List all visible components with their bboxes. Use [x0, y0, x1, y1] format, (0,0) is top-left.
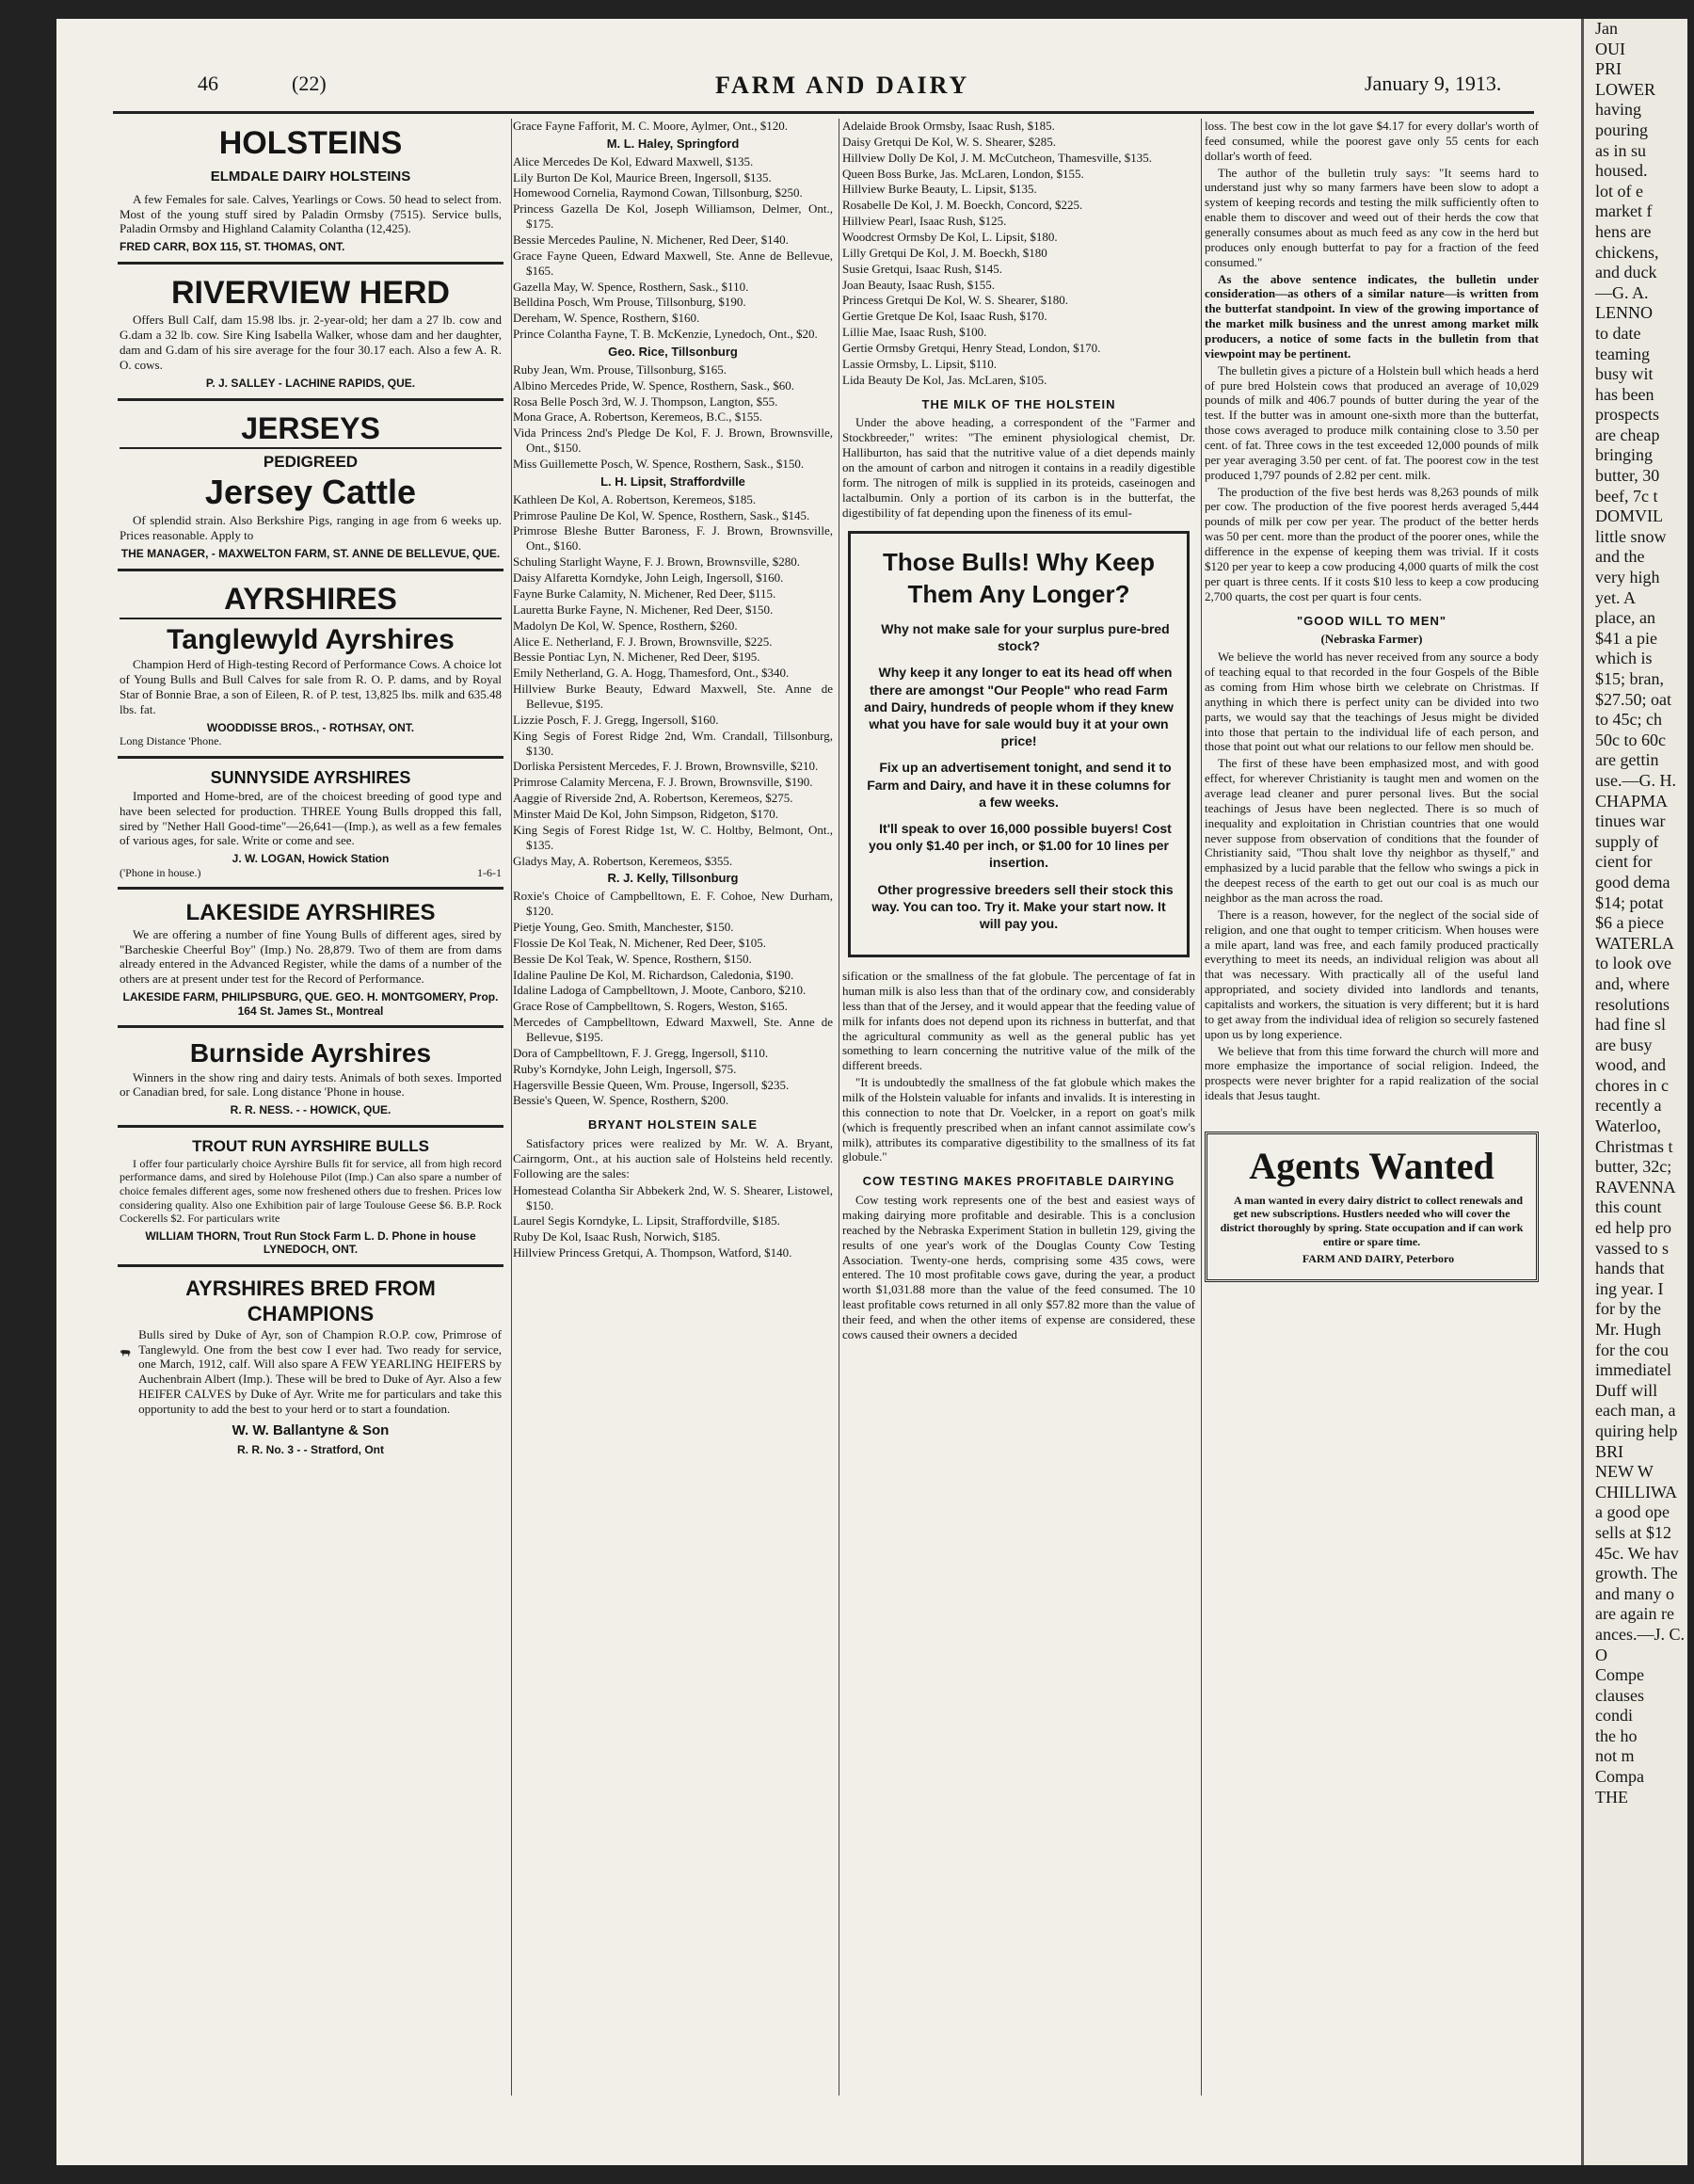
ad-title: RIVERVIEW HERD: [171, 274, 450, 311]
sale-entry: Daisy Alfaretta Korndyke, John Leigh, Ingersoll, $160.: [513, 570, 784, 586]
strip-line: 45c. We hav: [1595, 1543, 1679, 1563]
page-number: 46: [198, 72, 218, 95]
sale-entry: Joan Beauty, Isaac Rush, $155.: [842, 277, 995, 292]
sale-entry: Grace Fayne Queen, Edward Maxwell, Ste. Anne de Bellevue, $165.: [513, 248, 833, 278]
ad-text: Champion Herd of High-testing Record of Performance Cows. A choice lot of Young Bulls and Bull Calves for sale from R. O. P. dams, and by Royal Star of Bonnie Brae, a son of Eileen, R. of P. test, 13,825 lbs. milk and 635.48 lbs. fat.: [120, 657, 502, 716]
strip-line: WATERLA: [1595, 933, 1674, 953]
strip-line: $14; potat: [1595, 892, 1664, 912]
seller-heading: M. L. Haley, Springford: [606, 136, 740, 151]
strip-line: use.—G. H.: [1595, 770, 1676, 790]
strip-line: hands that: [1595, 1259, 1665, 1278]
strip-line: and many o: [1595, 1583, 1674, 1603]
sale-entry: Alice E. Netherland, F. J. Brown, Brownsville, $225.: [513, 634, 773, 649]
strip-line: to look ove: [1595, 954, 1671, 973]
strip-line: the ho: [1595, 1726, 1638, 1745]
sale-entry: Hillview Princess Gretqui, A. Thompson, Watford, $140.: [513, 1245, 792, 1261]
ad-address: WILLIAM THORN, Trout Run Stock Farm L. D. Phone in house LYNEDOCH, ONT.: [145, 1228, 476, 1257]
strip-line: having: [1595, 100, 1641, 120]
sale-entry: Bessie's Queen, W. Spence, Rosthern, $200.: [513, 1093, 729, 1108]
strip-line: BRI: [1595, 1441, 1624, 1461]
champions-ad: [118, 1271, 503, 1465]
sale-entry: Queen Boss Burke, Jas. McLaren, London, $155.: [842, 166, 1084, 181]
ad-address: P. J. SALLEY - LACHINE RAPIDS, QUE.: [205, 376, 416, 390]
sale-entry: Rosa Belle Posch 3rd, W. J. Thompson, Langton, $55.: [513, 393, 778, 409]
strip-line: prospects: [1595, 405, 1659, 425]
strip-line: are gettin: [1595, 750, 1659, 770]
riverview-ad: [118, 268, 503, 401]
sale-entry: Lily Burton De Kol, Maurice Breen, Ingersoll, $135.: [513, 169, 772, 185]
ad-phone-row: [120, 866, 502, 880]
strip-line: yet. A: [1595, 587, 1636, 607]
lakeside-ad: [118, 893, 503, 1028]
sale-entry: Bessie De Kol Teak, W. Spence, Rosthern, $150.: [513, 951, 752, 966]
article-text: We believe the world has never received from any source a body of teaching equal to that recorded in the four Gospels of the Bible as coming from Him whose birth we celebrate on Christmas. If anything in which there is perfect unity can be divided into two parts, we would say that the teachings of Jesus might be divided into those that pertain to the individual life of each person, and those that point out what our relations to our fellow men should be.: [1205, 650, 1539, 754]
strip-line: clauses: [1595, 1685, 1644, 1705]
strip-line: place, an: [1595, 608, 1655, 628]
sale-entry: Grace Fayne Fafforit, M. C. Moore, Aylmer, Ont., $120.: [513, 119, 788, 133]
sale-entry: Lassie Ormsby, L. Lipsit, $110.: [842, 356, 998, 371]
strip-line: to 45c; ch: [1595, 710, 1662, 730]
strip-line: —G. A.: [1595, 282, 1649, 302]
strip-line: PRI: [1595, 59, 1622, 79]
strip-line: has been: [1595, 384, 1654, 404]
ad-text: A man wanted in every dairy district to collect renewals and get new subscriptions. Hustlers needed who will cover the district thoroughly by spring. State occupation and if can work entire or spare time.: [1220, 1193, 1524, 1248]
sale-entry: Bessie Pontiac Lyn, N. Michener, Red Deer, $195.: [513, 650, 760, 665]
sale-entry: Gertie Gretque De Kol, Isaac Rush, $170.: [842, 309, 1047, 324]
sale-entry: Susie Gretqui, Isaac Rush, $145.: [842, 261, 1003, 276]
sale-entry: Idaline Pauline De Kol, M. Richardson, Caledonia, $190.: [513, 967, 794, 982]
strip-line: not m: [1595, 1746, 1635, 1766]
ad-body: [120, 1327, 502, 1419]
ad-address: J. W. LOGAN, Howick Station: [232, 852, 390, 866]
sale-entry: Hillview Burke Beauty, L. Lipsit, $135.: [842, 182, 1037, 197]
sale-entry: Alice Mercedes De Kol, Edward Maxwell, $135.: [513, 153, 754, 169]
article-text: Satisfactory prices were realized by Mr. W. A. Bryant, Cairngorm, Ont., at his auction sale of Holsteins held recently. Following are the sales:: [513, 1136, 833, 1180]
strip-line: pouring: [1595, 120, 1648, 139]
strip-line: ances.—J. C.: [1595, 1624, 1685, 1644]
sale-entry: Woodcrest Ormsby De Kol, L. Lipsit, $180.: [842, 230, 1058, 245]
column-4-articles: [1205, 119, 1539, 2096]
strip-line: each man, a: [1595, 1401, 1676, 1421]
strip-line: immediatel: [1595, 1360, 1671, 1380]
trout-run-ad: [118, 1132, 503, 1267]
sale-entry: King Segis of Forest Ridge 1st, W. C. Holtby, Belmont, Ont., $135.: [513, 822, 833, 852]
seller-heading: R. J. Kelly, Tillsonburg: [607, 871, 739, 886]
sale-entry: Aaggie of Riverside 2nd, A. Robertson, Keremeos, $275.: [513, 791, 793, 806]
sale-entry: Lauretta Burke Fayne, N. Michener, Red Deer, $150.: [513, 602, 774, 617]
issue-number: (22): [292, 72, 327, 95]
ad-title: Tanglewyld Ayrshires: [167, 623, 455, 655]
ad-phone: ('Phone in house.): [120, 865, 201, 879]
strip-line: teaming: [1595, 344, 1650, 363]
strip-line: Christmas t: [1595, 1136, 1673, 1156]
ad-subtitle: PEDIGREED: [263, 452, 359, 471]
strip-line: wood, and: [1595, 1055, 1666, 1075]
ad-code: 1-6-1: [477, 865, 502, 879]
sale-entry: Hagersville Bessie Queen, Wm. Prouse, Ingersoll, $235.: [513, 1077, 790, 1092]
strip-line: condi: [1595, 1706, 1633, 1726]
sale-entry: Ruby De Kol, Isaac Rush, Norwich, $185.: [513, 1229, 721, 1245]
strip-line: a good ope: [1595, 1502, 1670, 1522]
strip-line: good dema: [1595, 872, 1670, 891]
strip-line: vassed to s: [1595, 1238, 1669, 1258]
ad-text: We are offering a number of fine Young Bulls of different ages, sired by "Barcheskie Cheerful Boy" (Imp.) No. 28,879. Two of them are from dams already entered in the Advanced Register, while the dams of a number of the others are at present under test for the Record of Performance.: [120, 926, 502, 987]
sale-entry: Pietje Young, Geo. Smith, Manchester, $150.: [513, 919, 734, 934]
sale-entry: Vida Princess 2nd's Pledge De Kol, F. J. Brown, Brownsville, Ont., $150.: [513, 426, 833, 456]
article-text: The production of the five best herds was 8,263 pounds of milk per cow. The production of the five poorest herds averaged 5,444 pounds of milk per cow per year. The product of the better herds was 50 per cent. more than the product of the poorer ones, while the difference in the expense of keeping them was trivial. If it costs $120 per year to keep a cow producing 4,000 quarts of milk the cost per quart is three cents. If it costs $10 less to keep a cow producing 2,700 quarts, the cost per quart is four cents.: [1205, 484, 1539, 603]
ad-text: Of splendid strain. Also Berkshire Pigs, ranging in age from 6 weeks up. Prices reasonable. Apply to: [120, 513, 502, 543]
sale-entry: Primrose Bleshe Butter Baroness, F. J. Brown, Brownsville, Ont., $160.: [513, 523, 833, 554]
strip-line: which is: [1595, 649, 1653, 668]
promo-title: Those Bulls! Why Keep Them Any Longer?: [883, 548, 1155, 609]
ad-text: A few Females for sale. Calves, Yearlings or Cows. 50 head to select from. Most of the young stuff sired by Paladin Ormsby (7515). Service bulls, Paladin Ormsby and Highland Calamity Colantha (12,425).: [120, 191, 502, 236]
strip-line: ing year. I: [1595, 1278, 1664, 1298]
ad-address: THE MANAGER, - MAXWELTON FARM, ST. ANNE DE BELLEVUE, QUE.: [120, 546, 501, 560]
ad-address: FRED CARR, BOX 115, ST. THOMAS, ONT.: [120, 240, 345, 254]
ad-title: LAKESIDE AYRSHIRES: [185, 900, 436, 926]
strip-line: chickens,: [1595, 242, 1659, 262]
sale-entry: Homestead Colantha Sir Abbekerk 2nd, W. S. Shearer, Listowel, $150.: [513, 1182, 833, 1212]
promo-text: Why keep it any longer to eat its head off when there are amongst "Our People" who read Farm and Dairy, hundreds of people whom if they knew what you have for sale would buy it at your own price!: [864, 665, 1174, 749]
strip-line: CHILLIWA: [1595, 1482, 1677, 1502]
sale-entry: Albino Mercedes Pride, W. Spence, Rosthern, Sask., $60.: [513, 377, 794, 393]
strip-line: THE: [1595, 1787, 1628, 1807]
ad-address: LAKESIDE FARM, PHILIPSBURG, QUE. GEO. H. MONTGOMERY, Prop. 164 St. James St., Montreal: [122, 990, 499, 1018]
sale-entry: Mercedes of Campbelltown, Edward Maxwell, Ste. Anne de Bellevue, $195.: [513, 1015, 833, 1044]
ad-text: Imported and Home-bred, are of the choicest breeding of good type and have been selected for production. THREE Young Bulls dropped this fall, sired by "Nether Hall Good-time"—26,641—(Imp.), as well as a few females of various ages, for sale. Write or come and see.: [120, 788, 502, 848]
strip-line: chores in c: [1595, 1075, 1669, 1095]
sale-entry: Flossie De Kol Teak, N. Michener, Red Deer, $105.: [513, 935, 766, 950]
strip-line: ed help pro: [1595, 1218, 1671, 1238]
section-title-jerseys: JERSEYS: [120, 410, 502, 449]
bulls-promo-box: [848, 531, 1190, 957]
article-text: We believe that from this time forward the church will more and more emphasize the importance of social religion. Indeed, the prospects were never brighter for a rapid realization of the social ideals that Jesus taught.: [1205, 1043, 1539, 1103]
article-text: Under the above heading, a correspondent of the "Farmer and Stockbreeder," writes: "The eminent physiological chemist, Dr. Halliburton, has said that the nutritive value of a diet depends mainly on the amount of carbon and nitrogen it contains in a readily digestible form. The nitrogen of milk is supplied in its proteids, caseinogen and lactalbumin. Only a portion of its carbon is in the butterfat, the digestibility of fat depending upon the fineness of its emul-: [842, 415, 1195, 520]
ad-title: ELMDALE DAIRY HOLSTEINS: [210, 169, 411, 185]
strip-line: and the: [1595, 547, 1645, 567]
strip-line: are cheap: [1595, 425, 1660, 444]
strip-line: housed.: [1595, 161, 1648, 181]
issue-date: January 9, 1913.: [1365, 72, 1502, 95]
strip-line: little snow: [1595, 526, 1667, 546]
sale-entry: Prince Colantha Fayne, T. B. McKenzie, Lynedoch, Ont., $20.: [513, 327, 818, 342]
cow-icon: [120, 1327, 131, 1378]
sale-entry: Ruby Jean, Wm. Prouse, Tillsonburg, $165.: [513, 361, 727, 377]
sale-entry: Lizzie Posch, F. J. Gregg, Ingersoll, $160.: [513, 712, 719, 727]
sale-entry: Hillview Pearl, Isaac Rush, $125.: [842, 214, 1007, 229]
ad-text: Bulls sired by Duke of Ayr, son of Champion R.O.P. cow, Primrose of Tanglewyld. One from the best cow I ever had. Two ready for service, one March, 1912, calf. Will also spare A FEW YEARLING HEIFERS by Auchenbrain Albert (Imp.). These will be bred to Duke of Ayr. Also a few HEIFER CALVES by Duke of Ayr. Write me for particulars and take this opportunity to add the best to your herd or to start a foundation.: [138, 1326, 502, 1416]
ad-title: AYRSHIRES BRED FROM CHAMPIONS: [185, 1277, 436, 1325]
sale-entry: Mona Grace, A. Robertson, Keremeos, B.C., $155.: [513, 410, 763, 425]
article-text: The bulletin gives a picture of a Holstein bull which heads a herd of pure bred Holstein cows that produced an average of 10,029 pounds of milk and 406.7 pounds of butter during the year of the test. If the butter was in amount one-sixth more than the butterfat, those cows averaged to produce milk containing close to 3.50 per cent. of fat. Three cows in the test exceeded 12,000 pounds of milk per year averaging 3.50 per cent. of fat. The poorest cow in the test produced 1,797 pounds of 2.82 per cent. milk.: [1205, 362, 1539, 482]
ad-title: Jersey Cattle: [204, 473, 417, 512]
sale-entry: Rosabelle De Kol, J. M. Boeckh, Concord, $225.: [842, 198, 1083, 213]
sale-entry: Emily Netherland, G. A. Hogg, Thamesford, Ont., $340.: [513, 666, 790, 681]
strip-line: Jan: [1595, 19, 1618, 38]
sale-entry: Adelaide Brook Ormsby, Isaac Rush, $185.: [842, 119, 1055, 133]
sale-entry: Gazella May, W. Spence, Rosthern, Sask., $110.: [513, 279, 749, 294]
strip-line: Compa: [1595, 1767, 1644, 1787]
column-1-ads: [118, 119, 512, 2096]
sale-entry: Lilly Gretqui De Kol, J. M. Boeckh, $180: [842, 245, 1047, 260]
strip-line: hens are: [1595, 221, 1652, 241]
strip-line: tinues war: [1595, 811, 1666, 831]
ad-title: SUNNYSIDE AYRSHIRES: [210, 767, 411, 787]
sale-entry: Primrose Calamity Mercena, F. J. Brown, Brownsville, $190.: [513, 775, 813, 790]
strip-line: busy wit: [1595, 364, 1654, 384]
column-2-sales: [513, 119, 839, 2096]
tanglewyld-ad: [118, 575, 503, 759]
ad-address: W. W. Ballantyne & Son: [232, 1421, 390, 1438]
sale-entry: Kathleen De Kol, A. Robertson, Keremeos, $185.: [513, 491, 757, 506]
promo-text: Why not make sale for your surplus pure-bred stock?: [881, 621, 1170, 654]
strip-line: bringing: [1595, 445, 1653, 465]
strip-line: butter, 32c;: [1595, 1157, 1672, 1177]
section-title-holsteins: HOLSTEINS: [218, 125, 403, 161]
ad-text: I offer four particularly choice Ayrshire Bulls fit for service, all from high record performance dams, and sired by Holehouse Pilot (Imp.) Can also spare a number of choice females different ages, some now freshened others due to freshen. Prices low considering quality. Also one Exhibition pair of large Toulouse Geese $6. B.P. Rock Cockerells $2. For particulars write: [120, 1156, 502, 1226]
sale-entry: Primrose Pauline De Kol, W. Spence, Rosthern, Sask., $145.: [513, 507, 810, 522]
strip-line: Duff will: [1595, 1380, 1658, 1400]
sale-entry: Gertie Ormsby Gretqui, Henry Stead, London, $170.: [842, 341, 1101, 356]
promo-text: It'll speak to over 16,000 possible buyers! Cost you only $1.40 per inch, or $1.00 for 10 lines per insertion.: [868, 820, 1172, 871]
article-title: "GOOD WILL TO MEN": [1296, 613, 1447, 628]
sale-entry: Gladys May, A. Robertson, Keremeos, $355.: [513, 853, 733, 868]
ad-address: WOODDISSE BROS., - ROTHSAY, ONT.: [206, 720, 415, 734]
strip-line: this count: [1595, 1197, 1662, 1217]
sale-entry: Dereham, W. Spence, Rosthern, $160.: [513, 311, 700, 326]
strip-line: resolutions: [1595, 994, 1670, 1014]
sale-entry: Laurel Segis Korndyke, L. Lipsit, Straffordville, $185.: [513, 1213, 780, 1228]
article-text: There is a reason, however, for the neglect of the social side of religion, and one that ought to temper criticism. When houses were a mile apart, land was free, and each family produced practically everything to meet its needs, an individual religion was about all that was necessary. With practically all of the useful land appropriated, and society divided into landlords and tenants, capitalists and workers, the situation is very different; but it is hard to get away from the individual idea of religion so securely fastened upon us by long experience.: [1205, 907, 1539, 1041]
sale-entry: Dora of Campbelltown, F. J. Gregg, Ingersoll, $110.: [513, 1045, 769, 1060]
masthead: FARM AND DAIRY: [715, 72, 970, 99]
article-text: As the above sentence indicates, the bulletin under consideration—as others of a similar nature—is written from the butterfat standpoint. In view of the growing importance of the market milk business and the unrest among market milk producers, a notice of some facts in the bulletin from that viewpoint may be pertinent.: [1205, 271, 1539, 361]
ad-text: Winners in the show ring and dairy tests. Animals of both sexes. Imported or Canadian bred, for sale. Long distance 'Phone in house.: [120, 1069, 502, 1100]
strip-line: NEW W: [1595, 1462, 1654, 1482]
strip-line: $27.50; oat: [1595, 689, 1671, 709]
strip-line: quiring help: [1595, 1421, 1678, 1440]
sale-entry: Fayne Burke Calamity, N. Michener, Red Deer, $115.: [513, 586, 776, 601]
sale-entry: Lida Beauty De Kol, Jas. McLaren, $105.: [842, 372, 1047, 387]
elmdale-ad: [118, 119, 503, 265]
strip-line: Compe: [1595, 1665, 1644, 1685]
strip-line: Mr. Hugh: [1595, 1320, 1662, 1339]
sale-entry: Madolyn De Kol, W. Spence, Rosthern, $260.: [513, 618, 738, 633]
sunnyside-ad: [118, 763, 503, 891]
strip-line: beef, 7c t: [1595, 486, 1658, 506]
strip-line: are busy: [1595, 1035, 1653, 1054]
ad-address: R. R. NESS. - - HOWICK, QUE.: [230, 1103, 392, 1117]
strip-line: recently a: [1595, 1096, 1662, 1116]
strip-line: LENNO: [1595, 303, 1653, 323]
strip-line: $15; bran,: [1595, 669, 1664, 688]
strip-line: RAVENNA: [1595, 1177, 1676, 1196]
article-subtitle: (Nebraska Farmer): [1320, 632, 1423, 647]
sale-entry: Roxie's Choice of Campbelltown, E. F. Cohoe, New Durham, $120.: [513, 889, 833, 919]
burnside-ad: [118, 1032, 503, 1128]
sale-entry: Hillview Dolly De Kol, J. M. McCutcheon, Thamesville, $135.: [842, 150, 1153, 165]
article-text: Cow testing work represents one of the best and easiest ways of making dairying more profitable and desirable. This is a conclusion reached by the Nebraska Experiment Station in bulletin 129, giving the results of one year's work of the Douglas County Cow Testing Association. Twenty-one herds, comprising some 435 cows, were entered. The 10 most profitable cows gave, during the year, a product worth $1,031.88 more than the value of the feed consumed. The 10 least profitable cows returned in all only $57.82 more than the value of their feed, and when the other items of expense are considered, these cows caused their owners a decided: [842, 1193, 1195, 1341]
sale-entry: Lillie Mae, Isaac Rush, $100.: [842, 325, 987, 340]
sale-entry: Idaline Ladoga of Campbelltown, J. Moote, Canboro, $210.: [513, 983, 807, 998]
ad-address-2: R. R. No. 3 - - Stratford, Ont: [237, 1443, 384, 1457]
promo-text: Other progressive breeders sell their stock this way. You can too. Try it. Make your start now. It will pay you.: [871, 881, 1174, 931]
strip-line: very high: [1595, 568, 1660, 587]
strip-line: had fine sl: [1595, 1015, 1666, 1035]
strip-line: sells at $12: [1595, 1522, 1671, 1542]
strip-line: butter, 30: [1595, 466, 1660, 486]
sale-entry: Ruby's Korndyke, John Leigh, Ingersoll, $75.: [513, 1061, 737, 1076]
strip-line: CHAPMA: [1595, 791, 1669, 811]
strip-line: as in su: [1595, 140, 1646, 160]
sale-entry: Grace Rose of Campbelltown, S. Rogers, Weston, $165.: [513, 999, 788, 1014]
article-title: BRYANT HOLSTEIN SALE: [587, 1117, 759, 1132]
seller-heading: L. H. Lipsit, Straffordville: [600, 474, 745, 489]
article-text: "It is undoubtedly the smallness of the fat globule which makes the milk of the Holstein valuable for infants and invalids. It is interesting in this connection to note that Dr. Voelcker, in a report on goat's milk (which is frequently prescribed when an infant cannot assimilate cow's milk), attributes its comparative digestibility to the smallness of its fat globule.": [842, 1075, 1195, 1164]
promo-text: Fix up an advertisement tonight, and send it to Farm and Dairy, and have it in these columns for a few weeks.: [867, 760, 1172, 810]
sale-entry: Daisy Gretqui De Kol, W. S. Shearer, $285.: [842, 134, 1056, 149]
strip-line: to date: [1595, 323, 1641, 343]
strip-line: and duck: [1595, 263, 1657, 282]
strip-line: market f: [1595, 201, 1653, 221]
strip-line: 50c to 60c: [1595, 730, 1666, 749]
article-text: loss. The best cow in the lot gave $4.17 for every dollar's worth of feed consumed, while the poorest gave only 55 cents for each dollar's worth of feed.: [1205, 119, 1539, 163]
ad-title: TROUT RUN AYRSHIRE BULLS: [192, 1136, 429, 1155]
article-text: sification or the smallness of the fat globule. The percentage of fat in human milk is also less than that of the ordinary cow, and considerably less than that of the Jersey, and it would appear that the feeding value of milk for infants does not depend upon its richness in butterfat, and that the agricultural community as well as the general public has yet something to learn concerning the nutritive value of the milk of the different breeds.: [842, 969, 1195, 1073]
strip-line: are again re: [1595, 1604, 1674, 1624]
sale-entry: Princess Gretqui De Kol, W. S. Shearer, $180.: [842, 293, 1068, 308]
strip-line: and, where: [1595, 973, 1670, 993]
strip-line: supply of: [1595, 831, 1659, 851]
article-text: The author of the bulletin truly says: "It seems hard to understand just why so many farmers have been slow to adopt a system of keeping records and testing the milk sufficiently often to enable them to discover and weed out of their herds the cow that generally consumes about as much feed as any cow in the herd but produces only enough butterfat to pay for a fraction of the feed consumed.": [1205, 165, 1539, 269]
ad-title: Agents Wanted: [1249, 1145, 1494, 1187]
facing-page-strip: [1581, 19, 1687, 2165]
page-header: [113, 66, 1534, 114]
column-3-articles: [842, 119, 1202, 2096]
seller-heading: Geo. Rice, Tillsonburg: [608, 345, 738, 360]
strip-line: Waterloo,: [1595, 1116, 1662, 1136]
agents-wanted-ad: [1205, 1132, 1539, 1282]
strip-line: lot of e: [1595, 181, 1643, 201]
article-title: THE MILK OF THE HOLSTEIN: [921, 396, 1116, 411]
strip-line: $6 a piece: [1595, 913, 1664, 933]
article-text: The first of these have been emphasized most, and with good effect, for wherever Christianity is taught men and women on the average lead cleaner and purer personal lives. But the social teachings of Jesus have been neglected. There is so much of inequality and exploitation in Christian countries that one would never suppose from observation of conditions that the founder of Christianity said, "Thou shalt love thy neighbor as thyself," and emphasized by a lucid parable that the fellow who swings a pick in the deepest recess of the earth to get out our coal is as much our neighbor as the man across the road.: [1205, 756, 1539, 905]
sale-entry: Miss Guillemette Posch, W. Spence, Rosthern, Sask., $150.: [513, 457, 805, 472]
jerseys-ad: [118, 405, 503, 571]
sale-entry: Hillview Burke Beauty, Edward Maxwell, Ste. Anne de Bellevue, $195.: [513, 682, 833, 711]
strip-line: for the cou: [1595, 1340, 1669, 1359]
sale-entry: Minster Maid De Kol, John Simpson, Ridgeton, $170.: [513, 806, 779, 821]
section-title-ayrshires: AYRSHIRES: [120, 581, 502, 619]
sale-entry: Dorliska Persistent Mercedes, F. J. Brown, Brownsville, $210.: [513, 759, 819, 774]
sale-entry: Homewood Cornelia, Raymond Cowan, Tillsonburg, $250.: [513, 185, 803, 201]
strip-line: $41 a pie: [1595, 628, 1657, 648]
article-title: COW TESTING MAKES PROFITABLE DAIRYING: [862, 1174, 1175, 1189]
strip-line: DOMVIL: [1595, 506, 1663, 526]
ad-phone: Long Distance 'Phone.: [120, 734, 222, 748]
ad-text: Offers Bull Calf, dam 15.98 lbs. jr. 2-year-old; her dam a 27 lb. cow and G.dam a 32 lb. cow. Sire King Isabella Walker, whose dam and her daughter, dam and G.dam of his sire average for the four 30.17 each. Also a few A. R. O. cows.: [120, 313, 502, 373]
strip-line: growth. The: [1595, 1564, 1678, 1583]
strip-line: OUI: [1595, 39, 1625, 58]
sale-entry: Schuling Starlight Wayne, F. J. Brown, Brownsville, $280.: [513, 554, 800, 570]
ad-address: FARM AND DAIRY, Peterboro: [1302, 1252, 1455, 1266]
strip-line: cient for: [1595, 852, 1653, 872]
sale-entry: Bessie Mercedes Pauline, N. Michener, Red Deer, $140.: [513, 233, 789, 248]
strip-line: for by the: [1595, 1299, 1661, 1319]
strip-line: O: [1595, 1645, 1607, 1664]
sale-entry: King Segis of Forest Ridge 2nd, Wm. Crandall, Tillsonburg, $130.: [513, 728, 833, 758]
strip-line: LOWER: [1595, 79, 1655, 99]
sale-entry: Princess Gazella De Kol, Joseph Williamson, Delmer, Ont., $175.: [513, 201, 833, 232]
sale-entry: Belldina Posch, Wm Prouse, Tillsonburg, $190.: [513, 295, 746, 310]
ad-title: Burnside Ayrshires: [189, 1038, 432, 1068]
